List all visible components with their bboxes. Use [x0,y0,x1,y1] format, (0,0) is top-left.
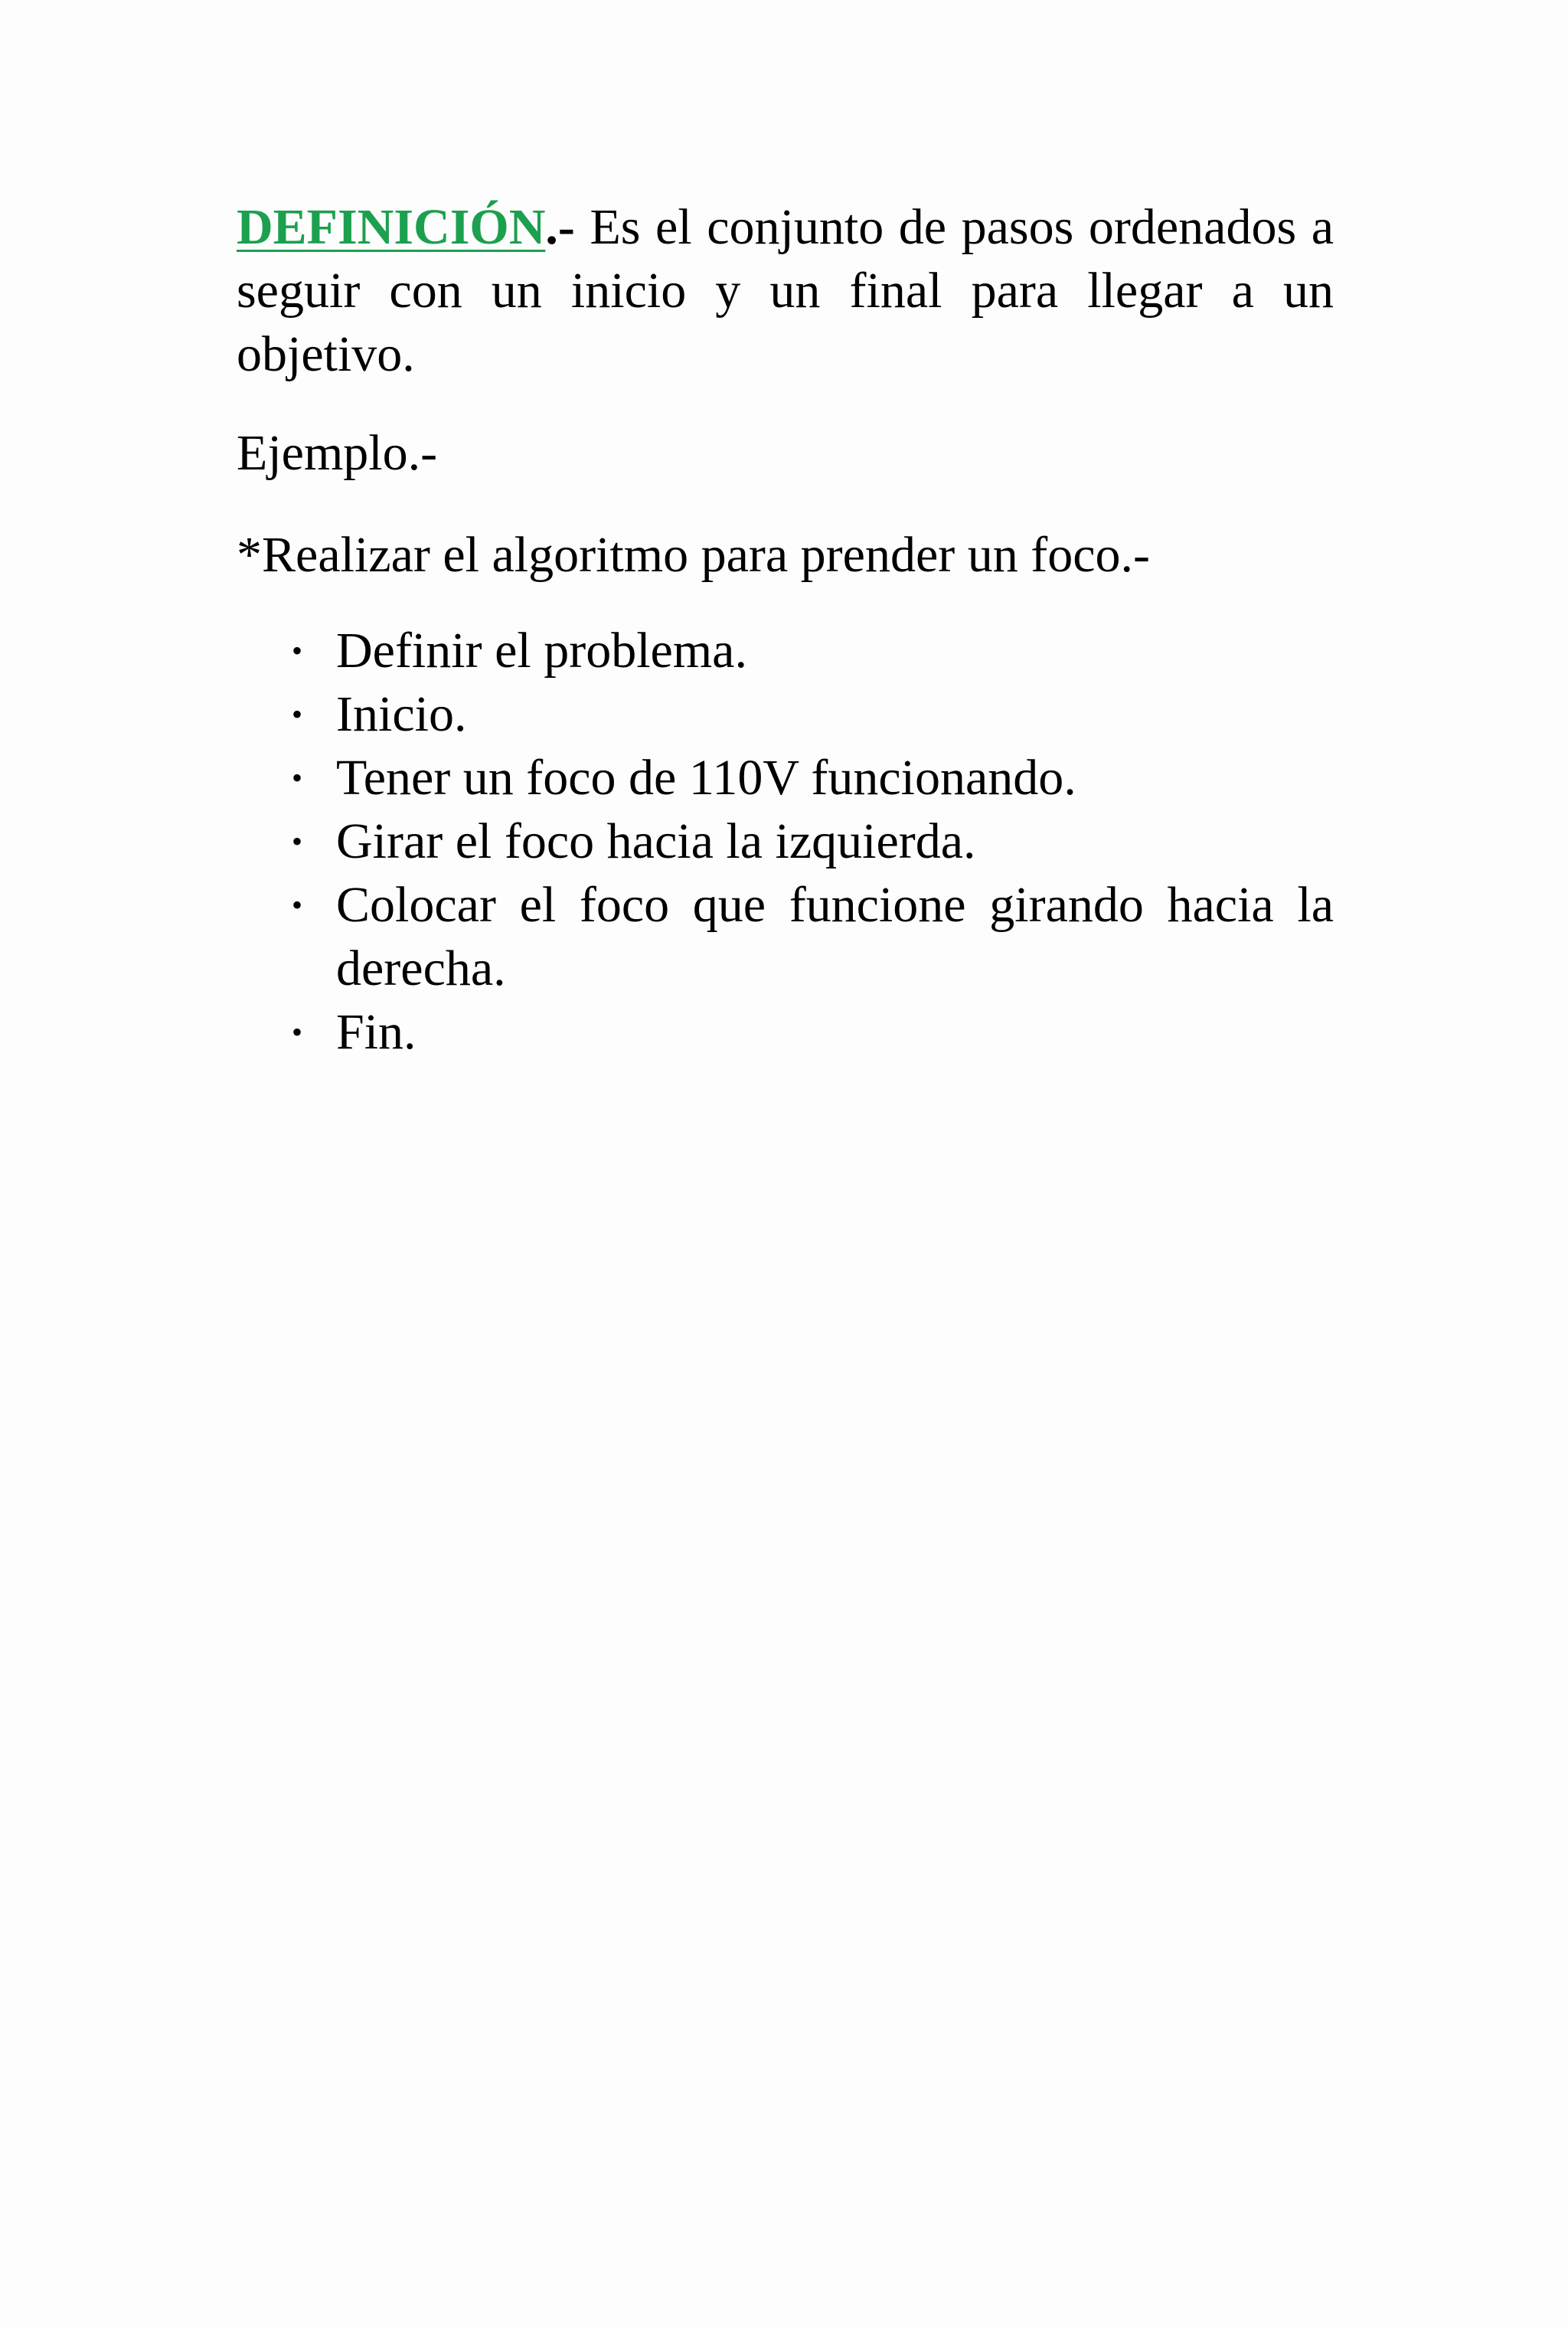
list-item [237,619,1334,682]
document-page [237,195,1334,1064]
definition-separator: .- [545,199,575,255]
list-item [237,1000,1334,1064]
list-item [237,873,1334,1000]
bullet-icon: • [292,1015,303,1049]
definition-term: DEFINICIÓN [237,199,546,255]
list-item [237,810,1334,873]
bullet-icon: • [292,761,303,795]
bullet-icon: • [292,888,303,922]
bullet-icon: • [292,697,303,731]
step-text: Girar el foco hacia la izquierda. [336,813,976,869]
list-item [237,682,1334,746]
example-label: Ejemplo.- [237,425,438,481]
task-statement: *Realizar el algoritmo para prender un foco.- [237,527,1150,583]
bullet-icon: • [292,824,303,859]
bullet-icon: • [292,633,303,668]
steps-list [237,619,1334,1064]
step-text: Inicio. [336,686,467,742]
step-text: Tener un foco de 110V funcionando. [336,750,1076,806]
definition-paragraph [237,195,1334,386]
definition-text: Es el conjunto de pasos ordenados a seguir con un inicio y un final para llegar a un objetivo. [237,199,1334,382]
step-text: Fin. [336,1004,416,1060]
step-text: Colocar el foco que funcione girando hacia la derecha. [336,877,1334,996]
step-text: Definir el problema. [336,623,747,679]
list-item [237,746,1334,810]
